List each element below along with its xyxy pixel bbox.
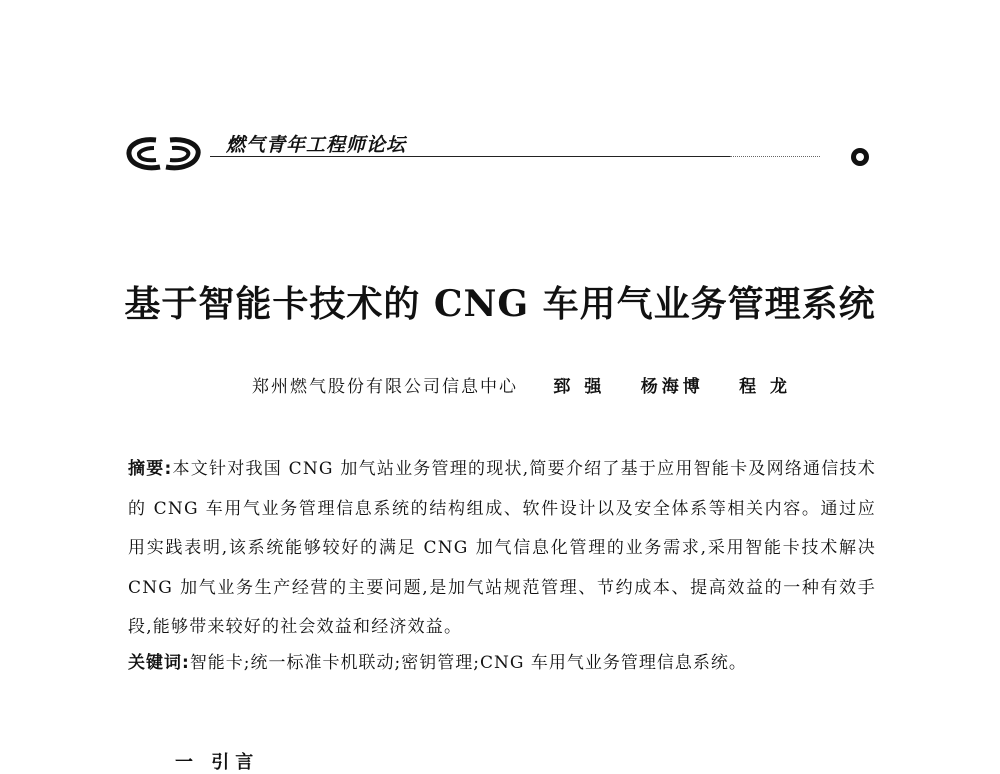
abstract-text: 本文针对我国 CNG 加气站业务管理的现状,简要介绍了基于应用智能卡及网络通信技术的 CNG 车用气业务管理信息系统的结构组成、软件设计以及安全体系等相关内容。通过应用实践表明,该系统能够较好的满足 CNG 加气信息化管理的业务需求,采用智能卡技术解决 CNG 加气业务生产经营的主要问题,是加气站规范管理、节约成本、提高效益的一种有效手段,能够带来较好的社会效益和经济效益。 [128, 459, 876, 637]
keywords [128, 648, 876, 673]
header-rule [210, 156, 730, 157]
journal-title: 燃气青年工程师论坛 [226, 134, 407, 156]
section-heading: 一 引言 [175, 752, 260, 773]
author-name: 郅 强 [553, 377, 606, 397]
header-rule-tail [730, 156, 820, 157]
author-name: 杨海博 [640, 377, 704, 397]
abstract [128, 450, 876, 648]
journal-logo-icon [126, 134, 202, 174]
abstract-label: 摘要: [128, 459, 173, 479]
author-name: 程 龙 [739, 377, 792, 397]
affiliation: 郑州燃气股份有限公司信息中心 [252, 377, 518, 397]
page-marker-icon [851, 148, 869, 166]
author-line [252, 372, 791, 397]
keywords-text: 智能卡;统一标准卡机联动;密钥管理;CNG 车用气业务管理信息系统。 [189, 653, 747, 673]
paper-title: 基于智能卡技术的 CNG 车用气业务管理系统 [124, 283, 876, 325]
keywords-label: 关键词: [128, 653, 190, 673]
